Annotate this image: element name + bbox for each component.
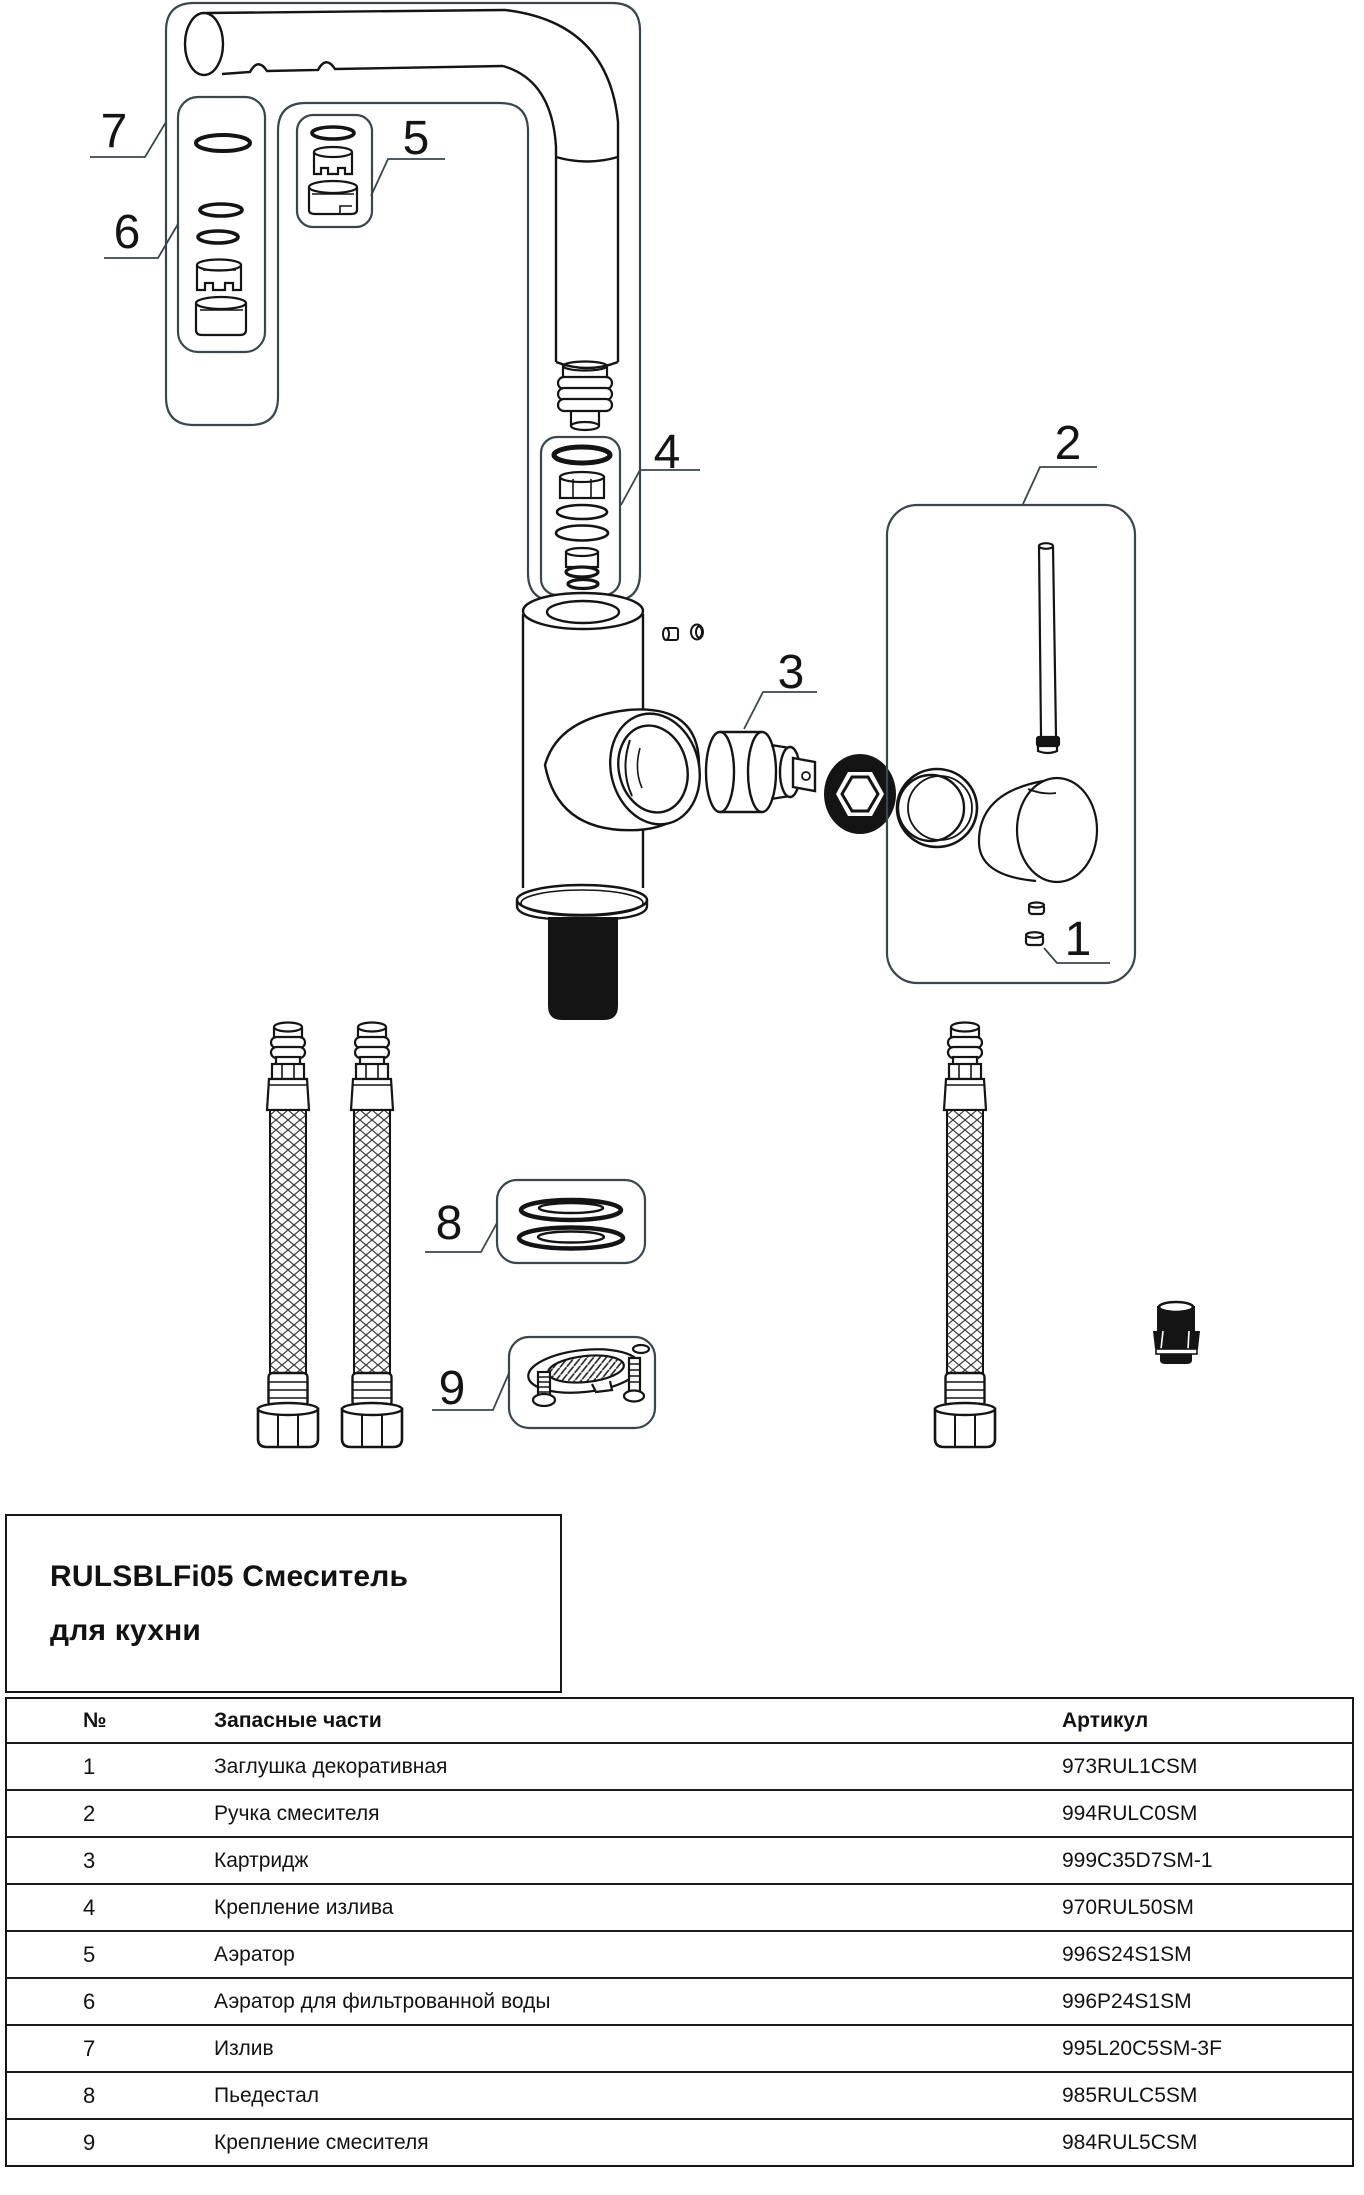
hose-left-2 [342,1023,402,1448]
row-num: 2 [83,1800,96,1826]
aerator-housing [196,297,246,335]
callout-7: 7 [100,105,128,158]
callout-8: 8 [435,1197,463,1250]
row-name: Крепление излива [214,1895,394,1919]
faucet-body [517,593,711,1020]
chrome-ring [897,769,977,847]
row-num: 1 [83,1753,96,1779]
row-sku: 994RULC0SM [1062,1801,1198,1825]
handle-lever [1037,543,1059,753]
aerator-insert [197,260,241,291]
row-sku: 970RUL50SM [1062,1895,1194,1919]
row-name: Заглушка декоративная [214,1754,448,1778]
filtered-aerator-box [178,97,265,352]
row-name: Ручка смесителя [214,1801,380,1825]
callout-4: 4 [653,426,681,479]
threaded-fitting [1153,1302,1200,1364]
product-title-line1: RULSBLFi05 Смеситель [50,1560,409,1593]
table-row [7,1930,1352,1977]
callout-3: 3 [777,646,805,699]
row-num: 4 [83,1894,96,1920]
row-sku: 996P24S1SM [1062,1989,1192,2013]
decor-plugs [1026,903,1044,946]
row-num: 6 [83,1988,96,2014]
row-name: Аэратор для фильтрованной воды [214,1989,551,2013]
row-sku: 996S24S1SM [1062,1942,1192,1966]
callout-9: 9 [438,1362,466,1415]
table-row [7,2024,1352,2071]
col-header-num: № [83,1708,107,1732]
handle-knob [979,778,1097,882]
spout-connector [558,362,612,431]
row-name: Пьедестал [214,2083,319,2107]
row-num: 5 [83,1941,96,1967]
fixing-nut [560,472,604,498]
table-row [7,2071,1352,2118]
table-row [7,1789,1352,1836]
hose-left-1 [258,1023,318,1448]
table-row [7,1977,1352,2024]
cartridge-port [545,704,711,834]
row-sku: 995L20C5SM-3F [1062,2036,1222,2060]
row-sku: 973RUL1CSM [1062,1754,1198,1778]
callout-2: 2 [1054,417,1082,470]
body-flange [517,885,647,920]
row-name: Излив [214,2036,274,2060]
row-name: Аэратор [214,1942,295,1966]
table-row [7,1742,1352,1789]
row-name: Картридж [214,1848,309,1872]
callout-6: 6 [113,206,141,259]
aerator-box [297,115,372,227]
table-row [7,1883,1352,1930]
hose-right [935,1023,995,1448]
col-header-part: Запасные части [214,1708,382,1732]
row-num: 9 [83,2129,96,2155]
mounting-box [509,1337,655,1428]
cartridge [706,732,815,812]
row-num: 8 [83,2082,96,2108]
product-title-line2: для кухни [50,1614,202,1647]
product-title-box [5,1514,562,1693]
hex-ring-nut [824,754,896,834]
row-sku: 999C35D7SM-1 [1062,1848,1213,1872]
row-num: 3 [83,1847,96,1873]
table-row [7,2118,1352,2165]
spout-tube [185,10,618,430]
callout-1: 1 [1064,913,1092,966]
pedestal-box [497,1180,645,1263]
table-row [7,1836,1352,1883]
spout-fixing-box [541,437,620,595]
set-screws [663,625,703,641]
row-sku: 984RUL5CSM [1062,2130,1198,2154]
row-sku: 985RULC5SM [1062,2083,1198,2107]
row-num: 7 [83,2035,96,2061]
callout-5: 5 [402,112,430,165]
table-header-row [7,1699,1352,1742]
threaded-shank [548,917,618,1020]
spare-parts-table [5,1697,1354,2167]
handle-box [887,505,1135,983]
row-name: Крепление смесителя [214,2130,429,2154]
col-header-sku: Артикул [1062,1708,1149,1732]
